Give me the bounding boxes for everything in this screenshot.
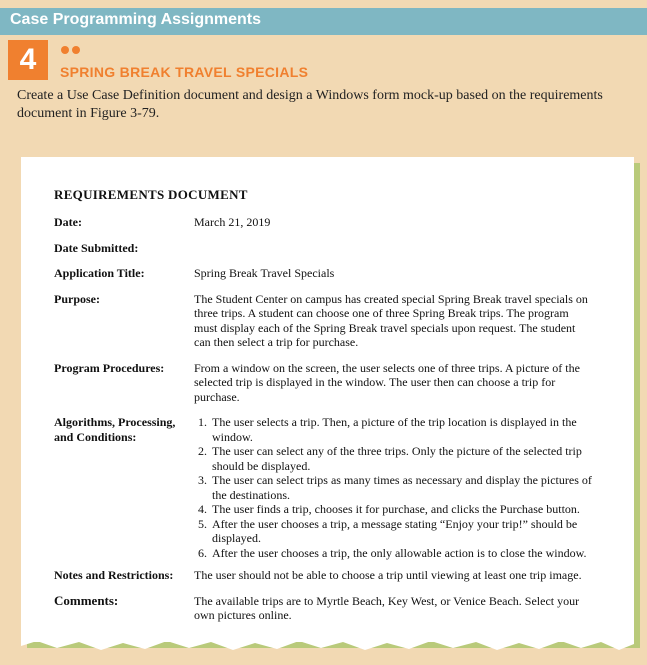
purpose-row [54,292,594,350]
app-title-row [54,266,594,281]
requirements-heading: REQUIREMENTS DOCUMENT [54,187,248,202]
comments-label: Comments: [54,592,119,608]
date-row [54,215,594,230]
algorithms-row [54,415,594,560]
date-value: March 21, 2019 [194,215,271,229]
date-submitted-row [54,241,594,256]
date-submitted-label: Date Submitted: [54,240,139,255]
case-number-badge: 4 [8,40,48,80]
notes-row [54,568,594,583]
algorithm-step: 4. The user finds a trip, chooses it for purchase, and clicks the Purchase button. [210,502,594,517]
requirements-table [54,215,594,623]
algorithms-label-line-1: Algorithms, Processing, [54,415,176,429]
date-label: Date: [54,215,82,229]
difficulty-dots [61,41,83,59]
algorithms-value [194,415,594,560]
difficulty-dot [72,46,80,54]
procedures-row [54,361,594,405]
algorithm-step: 1. The user selects a trip. Then, a picture of the trip location is displayed in the window. [210,415,594,444]
comments-row [54,594,594,623]
app-title-value: Spring Break Travel Specials [194,266,335,280]
algorithms-list [194,415,594,560]
assignment-instructions: Create a Use Case Definition document and design a Windows form mock-up based on the requirements document in Figure 3-79. [17,88,603,121]
algorithm-step: 2. The user can select any of the three trips. Only the picture of the selected trip should be displayed. [210,444,594,473]
app-title-label: Application Title: [54,266,145,280]
purpose-value: The Student Center on campus has created special Spring Break travel specials on three trips. A student can choose one of three Spring Break trips. The program must display each of the Spring Break travel specials upon request. The student can then select a trip for purchase. [194,291,588,349]
procedures-value: From a window on the screen, the user selects one of three trips. A picture of the selected trip is displayed in the window. The user then can choose a trip for purchase. [194,360,580,404]
procedures-label: Program Procedures: [54,360,165,375]
date-submitted-value [194,241,594,256]
algorithm-step: 3. The user can select trips as many times as necessary and display the pictures of the destinations. [210,473,594,502]
algorithm-step: 5. After the user chooses a trip, a message stating “Enjoy your trip!” should be displayed. [210,517,594,546]
notes-label: Notes and Restrictions: [54,568,174,582]
section-header-bar [0,8,647,35]
algorithms-label [54,415,194,560]
purpose-label: Purpose: [54,291,100,306]
algorithm-step: 6. After the user chooses a trip, the only allowable action is to close the window. [210,546,594,561]
comments-value: The available trips are to Myrtle Beach, Key West, or Venice Beach. Select your own pictures online. [194,593,580,622]
section-header-title: Case Programming Assignments [10,11,262,28]
notes-value: The user should not be able to choose a trip until viewing at least one trip image. [194,568,582,582]
difficulty-dot [61,46,69,54]
algorithms-label-line-2: and Conditions: [54,429,137,444]
requirements-document-paper [21,157,634,642]
torn-paper-edge [21,636,634,654]
case-title: SPRING BREAK TRAVEL SPECIALS [60,64,309,80]
